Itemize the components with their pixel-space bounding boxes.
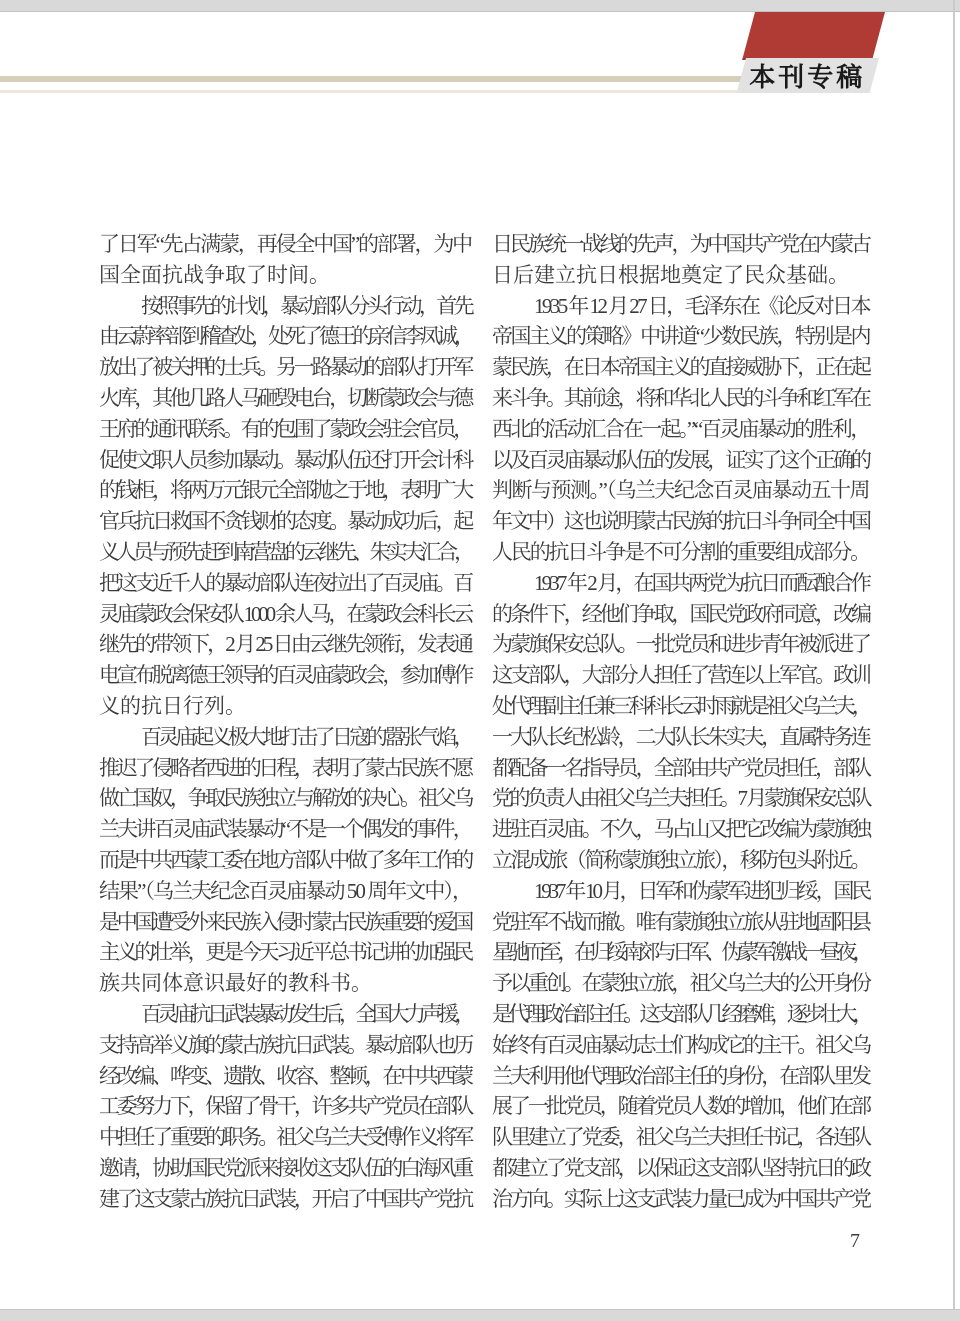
text-line: 把这支近千人的暴动部队连夜拉出了百灵庙。百 — [99, 570, 471, 595]
text-line: 放出了被关押的士兵。另一路暴动的部队打开军 — [99, 355, 471, 380]
text-line: 兰夫利用他代理政治部主任的身份，在部队里发 — [492, 1063, 869, 1088]
text-line: 官兵抗日救国不贪钱财的态度。暴动成功后，起 — [99, 509, 471, 534]
text-line: 百灵庙抗日武装暴动发生后，全国大力声援， — [141, 1001, 471, 1026]
text-line: 由云蔚率部到稽查处，处死了德王的亲信李凤诚， — [99, 324, 471, 349]
text-line: 处代理副主任兼三科科长云时雨就是祖父乌兰夫， — [492, 693, 869, 718]
text-line: 中担任了重要的职务。祖父乌兰夫受傅作义将军 — [99, 1125, 471, 1150]
text-line: 党驻军不战而撤。唯有蒙旗独立旅从驻地固阳县 — [492, 909, 869, 934]
text-line: 促使文职人员参加暴动。暴动队伍还打开会计科 — [99, 447, 471, 472]
text-line: 邀请，协助国民党派来接收这支队伍的白海风重 — [99, 1155, 471, 1180]
article-column-right — [492, 229, 869, 1215]
text-line: 继先的带领下，2 月 25 日由云继先领衔，发表通 — [99, 632, 471, 657]
text-line: 建了这支蒙古族抗日武装，开启了中国共产党抗 — [99, 1186, 471, 1211]
page-top-edge — [0, 0, 960, 12]
text-line: 电宣布脱离德王领导的百灵庙蒙政会，参加傅作 — [99, 663, 471, 688]
text-line: 进驻百灵庙。不久，马占山又把它改编为蒙旗独 — [492, 817, 869, 842]
text-line: 予以重创。在蒙独立旅，祖父乌兰夫的公开身份 — [492, 971, 869, 996]
text-line: 的钱柜，将两万元银元全部抛之于地，表明广大 — [99, 478, 471, 503]
text-line: 来斗争。其前途，将和华北人民的斗争和红军在 — [492, 385, 869, 410]
text-line: 是代理政治部主任。这支部队几经磨难，逐步壮大， — [492, 1001, 869, 1026]
header-rule-thin — [0, 90, 737, 93]
text-line: 展了一批党员，随着党员人数的增加，他们在部 — [492, 1094, 869, 1119]
text-line: 立混成旅（简称蒙旗独立旅），移防包头附近。 — [492, 847, 869, 872]
text-line: 党的负责人由祖父乌兰夫担任。7 月蒙旗保安总队 — [492, 786, 869, 811]
text-line: 以及百灵庙暴动队伍的发展，证实了这个正确的 — [492, 447, 869, 472]
text-line: 日民族统一战线的先声，为中国共产党在内蒙古 — [492, 232, 869, 256]
text-line: 经改编、哗变、遗散、收容、整顿，在中共西蒙 — [99, 1063, 471, 1088]
text-line: 支持高举义旗的蒙古族抗日武装。暴动部队也历 — [99, 1032, 471, 1057]
text-line: 国全面抗战争取了时间。 — [99, 262, 330, 287]
text-line: 都配备一名指导员，全部由共产党员担任，部队 — [492, 755, 869, 780]
text-line: 按照事先的计划，暴动部队分头行动，首先 — [141, 293, 471, 318]
text-line: 这支部队，大部分人担任了营连以上军官。政训 — [492, 663, 869, 688]
text-line: 推迟了侵略者西进的日程，表明了蒙古民族不愿 — [99, 755, 471, 780]
text-line: 是中国遭受外来民族入侵时蒙古民族重要的爱国 — [99, 909, 471, 934]
header-banner-red — [742, 12, 885, 60]
text-line: 主义的壮举，更是今天习近平总书记讲的加强民 — [99, 940, 471, 965]
text-line: 星驰而至，在归绥南郊与日军、伪蒙军激战一昼夜， — [492, 940, 869, 965]
page-number: 7 — [850, 1230, 860, 1252]
text-line: 工委努力下，保留了骨干，许多共产党员在部队 — [99, 1094, 471, 1119]
text-line: 西北的活动汇合在一起。”“百灵庙暴动的胜利， — [492, 416, 869, 441]
text-line: 义的抗日行列。 — [99, 693, 246, 718]
text-line: 王府的通讯联系。有的包围了蒙政会驻会官员， — [99, 416, 471, 441]
text-line: 始终有百灵庙暴动志士们构成它的主干。祖父乌 — [492, 1032, 869, 1057]
text-line: 灵庙蒙政会保安队 1000 余人马，在蒙政会科长云 — [99, 601, 471, 626]
text-line: 的条件下，经他们争取，国民党政府同意，改编 — [492, 601, 869, 626]
text-line: 队里建立了党委，祖父乌兰夫担任书记，各连队 — [492, 1125, 869, 1150]
text-line: 火库，其他几路人马砸毁电台，切断蒙政会与德 — [99, 385, 471, 410]
page-bottom-edge — [0, 1309, 960, 1321]
text-line: 帝国主义的策略》中讲道“少数民族，特别是内 — [492, 324, 869, 349]
text-line: 了日军“先占满蒙，再侵全中国”的部署，为中 — [99, 232, 471, 256]
section-title: 本刊专稿 — [749, 62, 866, 92]
text-line: 而是中共西蒙工委在地方部队中做了多年工作的 — [99, 847, 471, 872]
text-line: 都建立了党支部，以保证这支部队坚持抗日的政 — [492, 1155, 869, 1180]
text-line: 蒙民族，在日本帝国主义的直接威胁下，正在起 — [492, 355, 869, 380]
text-line: 1935 年 12 月 27 日，毛泽东在《论反对日本 — [534, 293, 869, 318]
text-line: 义人员与预先赶到南营盘的云继先、朱实夫汇合， — [99, 539, 471, 564]
text-line: 1937 年 10 月，日军和伪蒙军进犯归绥，国民 — [534, 878, 869, 903]
text-line: 治方向。实际上这支武装力量已成为中国共产党 — [492, 1186, 869, 1211]
text-line: 1937 年 2 月，在国共两党为抗日而酝酿合作 — [534, 570, 869, 595]
text-line: 日后建立抗日根据地奠定了民众基础。 — [492, 262, 849, 287]
text-line: 判断与预测。”（乌兰夫纪念百灵庙暴动五十周 — [492, 478, 869, 503]
text-line: 族共同体意识最好的教科书。 — [99, 971, 372, 996]
text-line: 结果”（乌兰夫纪念百灵庙暴动 50 周年文中）， — [99, 878, 471, 903]
text-line: 做亡国奴，争取民族独立与解放的决心。祖父乌 — [99, 786, 471, 811]
text-line: 一大队长纪松龄，二大队长朱实夫，直属特务连 — [492, 724, 869, 749]
article-column-left — [99, 229, 471, 1215]
text-line: 人民的抗日斗争是不可分割的重要组成部分。 — [492, 539, 869, 564]
text-line: 为蒙旗保安总队。一批党员和进步青年被派进了 — [492, 632, 869, 657]
header-banner — [737, 58, 879, 93]
page-right-edge — [953, 0, 955, 1309]
header-rule-thick — [0, 76, 742, 82]
text-line: 百灵庙起义极大地打击了日寇的嚣张气焰， — [141, 724, 471, 749]
text-line: 兰夫讲百灵庙武装暴动“不是一个偶发的事件， — [99, 817, 471, 842]
text-line: 年文中）这也说明蒙古民族的抗日斗争同全中国 — [492, 509, 869, 534]
